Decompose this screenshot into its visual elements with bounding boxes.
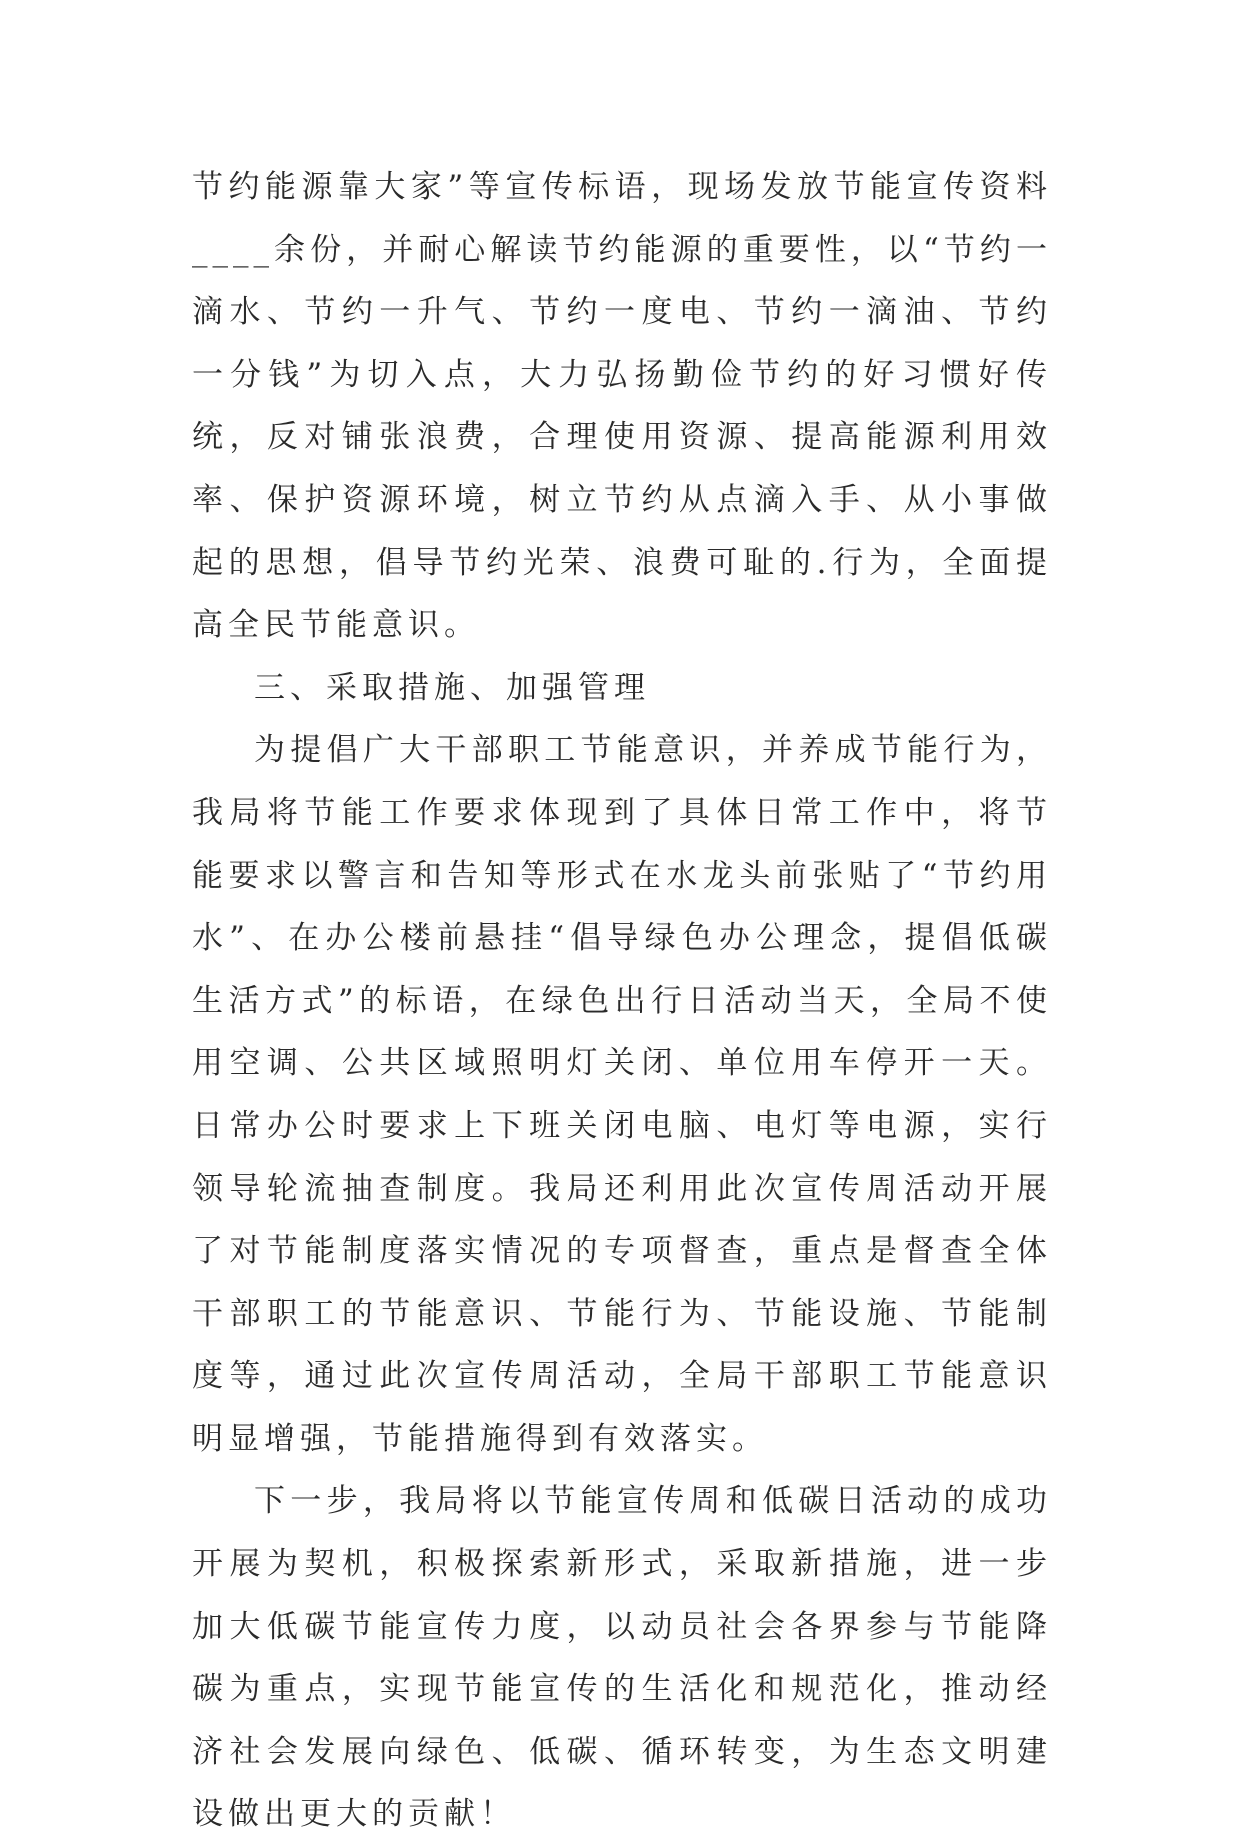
document-body <box>192 156 1052 1846</box>
section-heading-measures: 三、采取措施、加强管理 <box>254 669 650 706</box>
paragraph-office-energy-saving: 为提倡广大干部职工节能意识，并养成节能行为，我局将节能工作要求体现到了具体日常工作中，将节能要求以警言和告知等形式在水龙头前张贴了“节约用水”、在办公楼前悬挂“倡导绿色办公理念，提倡低碳生活方式”的标语，在绿色出行日活动当天，全局不使用空调、公共区域照明灯关闭、单位用车停开一天。日常办公时要求上下班关闭电脑、电灯等电源，实行领导轮流抽查制度。我局还利用此次宣传周活动开展了对节能制度落实情况的专项督查，重点是督查全体干部职工的节能意识、节能行为、节能设施、节能制度等，通过此次宣传周活动，全局干部职工节能意识明显增强，节能措施得到有效落实。 <box>192 732 1052 1457</box>
paragraph-slogans-and-materials: 节约能源靠大家”等宣传标语，现场发放节能宣传资料____余份，并耐心解读节约能源的重要性，以“节约一滴水、节约一升气、节约一度电、节约一滴油、节约一分钱”为切入点，大力弘扬勤俭节约的好习惯好传统，反对铺张浪费，合理使用资源、提高能源利用效率、保护资源环境，树立节约从点滴入手、从小事做起的思想，倡导节约光荣、浪费可耻的.行为，全面提高全民节能意识。 <box>192 169 1052 644</box>
paragraph-next-steps: 下一步，我局将以节能宣传周和低碳日活动的成功开展为契机，积极探索新形式，采取新措施，进一步加大低碳节能宣传力度，以动员社会各界参与节能降碳为重点，实现节能宣传的生活化和规范化，推动经济社会发展向绿色、低碳、循环转变，为生态文明建设做出更大的贡献！ <box>192 1483 1052 1833</box>
